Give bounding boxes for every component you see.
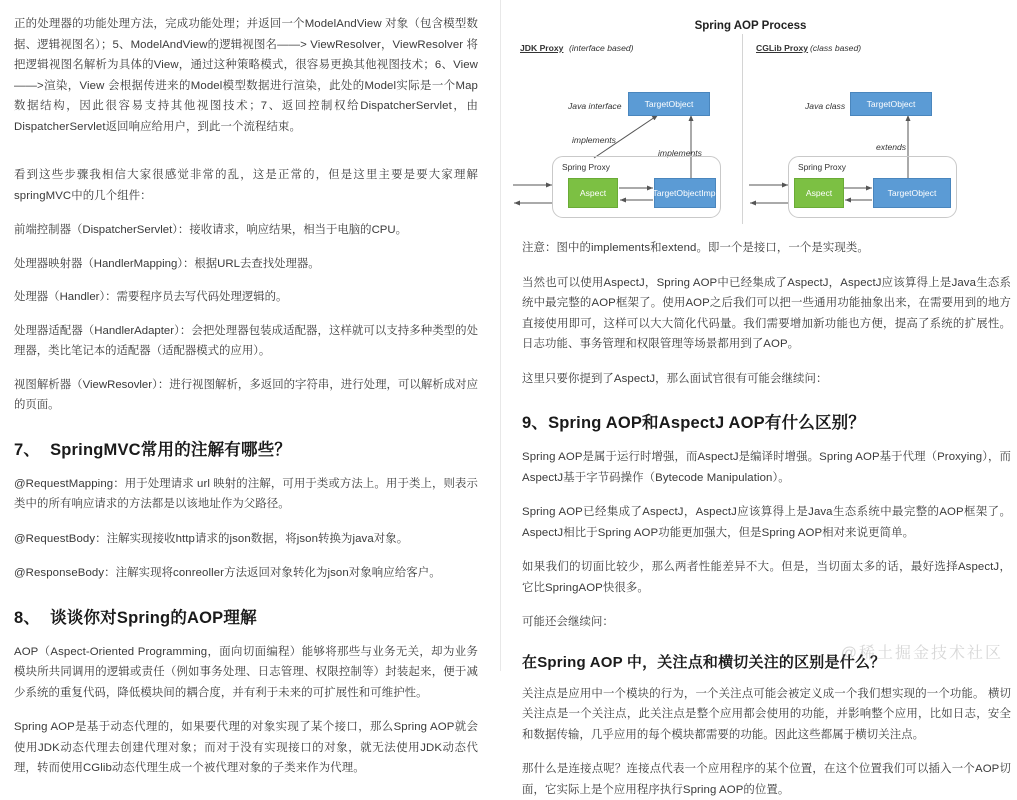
section-9-paragraph-1: Spring AOP是属于运行时增强，而AspectJ是编译时增强。Spring AOP基于代理（Proxying），而AspectJ基于字节码操作（Bytecode Manipulation）。 <box>522 451 1011 484</box>
spring-aop-process-diagram <box>506 10 995 232</box>
jdk-proxy-heading-note: (interface based) <box>569 43 634 53</box>
section-8-number: 8、 <box>14 608 41 627</box>
subsection-heading: 在Spring AOP 中，关注点和横切关注的区别是什么？ <box>522 653 886 671</box>
section-8-heading <box>14 604 478 628</box>
components-lead-paragraph: 看到这些步骤我相信大家很感觉非常的乱，这是正常的，但是这里主要是要大家理解springMVC中的几个组件： <box>14 169 478 202</box>
section-7-title: SpringMVC常用的注解有哪些？ <box>50 440 292 459</box>
jdk-spring-proxy-label: Spring Proxy <box>562 162 610 172</box>
section-8-title: 谈谈你对Spring的AOP理解 <box>50 608 257 627</box>
cglib-proxy-heading-note: (class based) <box>810 43 862 53</box>
section-7-paragraph-3: @ResponseBody：注解实现将conreoller方法返回对象转化为json对象响应给客户。 <box>14 567 441 579</box>
component-item-handleradapter: 处理器适配器（HandlerAdapter）：会把处理器包装成适配器，这样就可以支持多种类型的处理器，类比笔记本的适配器（适配器模式的应用）。 <box>14 324 478 357</box>
interview-hint-2: 可能还会继续问： <box>522 616 614 628</box>
java-interface-role-label: Java interface <box>568 101 622 111</box>
component-item-handlermapping: 处理器映射器（HandlerMapping）：根据URL去查找处理器。 <box>14 257 320 270</box>
right-column <box>500 0 1017 796</box>
aspectj-paragraph: 当然也可以使用AspectJ，Spring AOP中已经集成了AspectJ，AspectJ应该算得上是Java生态系统中最完整的AOP框架了。使用AOP之后我们可以把一些通用功能抽象出来，在需要用到的地方直接使用即可，这样可以大大简化代码量。我们需要增加新功能也方便，提高了系统的扩展性。日志功能、事务管理和权限管理等场景都用到了AOP。 <box>522 276 1011 350</box>
subsection-paragraph-1: 关注点是应用中一个模块的行为，一个关注点可能会被定义成一个我们想实现的一个功能。 横切关注点是一个关注点，此关注点是整个应用都会使用的功能，并影响整个应用，比如日志，安全和数据传输，几乎应用的每个模块都需要的功能。因此这些都属于横切关注点。 <box>522 687 1011 741</box>
component-item-dispatcherservlet: 前端控制器（DispatcherServlet）：接收请求，响应结果，相当于电脑的CPU。 <box>14 224 408 236</box>
subsection-paragraph-2: 那什么是连接点呢？连接点代表一个应用程序的某个位置，在这个位置我们可以插入一个AOP切面，它实际上是个应用程序执行Spring AOP的位置。 <box>522 763 1011 796</box>
left-column <box>0 0 500 774</box>
section-9-title: Spring AOP和AspectJ AOP有什么区别？ <box>548 414 866 432</box>
cglib-targetobject-inner-node: TargetObject <box>873 178 951 208</box>
cglib-targetobject-node: TargetObject <box>850 92 932 116</box>
section-9-number: 9、 <box>522 414 549 432</box>
component-item-viewresolver: 视图解析器（ViewResovler）：进行视图解析，多返回的字符串，进行处理，可以解析成对应的页面。 <box>14 378 478 411</box>
section-9-paragraph-2: Spring AOP已经集成了AspectJ，AspectJ应该算得上是Java生态系统中最完整的AOP框架了。AspectJ相比于Spring AOP功能更加强大，但是Spring AOP相对来说更简单。 <box>522 506 1011 539</box>
section-7-paragraph-2: @RequestBody：注解实现接收http请求的json数据，将json转换为java对象。 <box>14 532 409 545</box>
section-7-number: 7、 <box>14 440 41 459</box>
jdk-targetobject-node: TargetObject <box>628 92 710 116</box>
note-paragraph: 注意：图中的implements和extend。即一个是接口，一个是实现类。 <box>522 242 869 254</box>
section-8-paragraph-1: AOP（Aspect-Oriented Programming，面向切面编程）能够将那些与业务无关，却为业务模块所共同调用的逻辑或责任（例如事务处理、日志管理、权限控制等）封装起来，便于减少系统的重复代码，降低模块间的耦合度，并有利于未来的可扩展性和可维护性。 <box>14 645 478 699</box>
intro-paragraph: 正的处理器的功能处理方法，完成功能处理；并返回一个ModelAndView 对象（包含模型数据、逻辑视图名）；5、ModelAndView的逻辑视图名——> ViewResolver，ViewResolver 将把逻辑视图名解析为具体的View，通过这种策略模式，很容易更换其他视图技术；6、View——>渲染，View 会根据传进来的Model模型数据进行渲染，此处的Model实际是一个Map数据结构，因此很容易支持其他视图技术；7、返回控制权给DispatcherServlet，由DispatcherServlet返回响应给用户，到此一个流程结束。 <box>14 18 478 133</box>
interview-hint-1: 这里只要你提到了AspectJ，那么面试官很有可能会继续问： <box>522 372 828 385</box>
section-7-paragraph-1: @RequestMapping：用于处理请求 url 映射的注解，可用于类或方法上。用于类上，则表示类中的所有响应请求的方法都是以该地址作为父路径。 <box>14 477 478 510</box>
jdk-proxy-heading: JDK Proxy <box>520 43 564 53</box>
cglib-extends-label: extends <box>876 142 907 152</box>
section-8-paragraph-2: Spring AOP是基于动态代理的，如果要代理的对象实现了某个接口，那么Spring AOP就会使用JDK动态代理去创建代理对象；而对于没有实现接口的对象，就无法使用JDK动态代理，转而使用CGlib动态代理生成一个被代理对象的子类来作为代理。 <box>14 721 478 774</box>
component-item-handler: 处理器（Handler）：需要程序员去写代码处理逻辑的。 <box>14 291 288 303</box>
cglib-spring-proxy-label: Spring Proxy <box>798 162 846 172</box>
jdk-targetobjectimpl-node: TargetObjectImpl <box>654 178 716 208</box>
section-9-paragraph-3: 如果我们的切面比较少，那么两者性能差异不大。但是，当切面太多的话，最好选择AspectJ，它比SpringAOP快很多。 <box>522 561 1011 594</box>
cglib-proxy-heading: CGLib Proxy <box>756 43 809 53</box>
site-watermark: @稀土掘金技术社区 <box>840 645 1003 662</box>
jdk-implements-label-1: implements <box>572 135 616 145</box>
section-7-heading <box>14 436 478 460</box>
jdk-aspect-node: Aspect <box>568 178 618 208</box>
section-9-heading <box>522 409 1011 433</box>
cglib-aspect-node: Aspect <box>794 178 844 208</box>
java-class-role-label: Java class <box>805 101 846 111</box>
diagram-title: Spring AOP Process <box>694 20 807 32</box>
jdk-implements-label-2: implements <box>658 148 702 158</box>
